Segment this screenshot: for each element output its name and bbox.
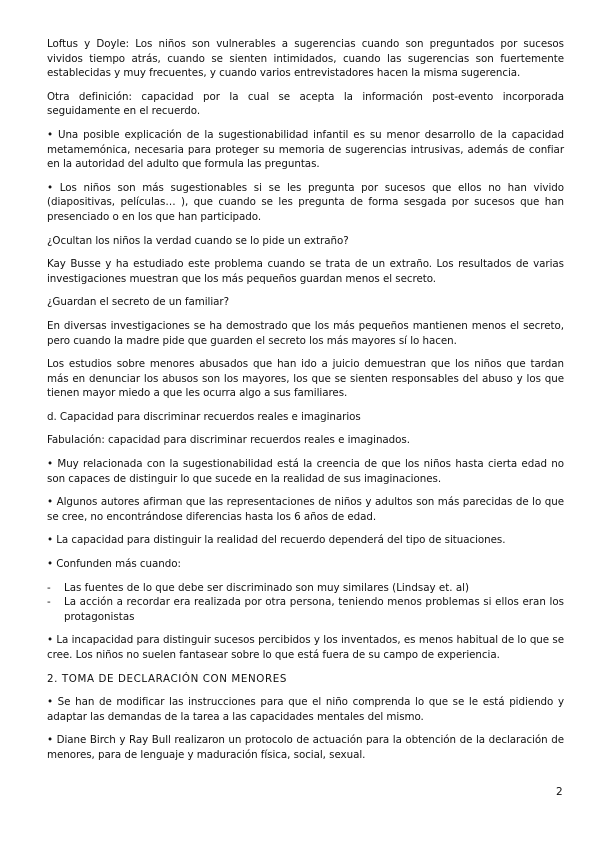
dash-item [47, 581, 564, 596]
paragraph-otra-definicion: Otra definición: capacidad por la cual se acepta la información post-evento incorporada seguidamente en el recuerdo. [47, 90, 564, 118]
dash-list [47, 581, 564, 625]
dash-marker: - [47, 581, 51, 594]
bullet-sugestionables: • Los niños son más sugestionables si se les pregunta por sucesos que ellos no han vivido (diapositivas, películas… ), que cuando se les pregunta de forma sesgada por sucesos que han presenciado o en los que han participado. [47, 181, 564, 223]
bullet-capacidad-distinguir: • La capacidad para distinguir la realidad del recuerdo dependerá del tipo de situaciones. [47, 534, 506, 547]
paragraph-kay-bussey: Kay Busse y ha estudiado este problema cuando se trata de un extraño. Los resultados de varias investigaciones muestran que los más pequeños guardan menos el secreto. [47, 258, 564, 285]
section-heading-d: d. Capacidad para discriminar recuerdos reales e imaginarios [47, 410, 361, 423]
bullet-birch-bull: • Diane Birch y Ray Bull realizaron un protocolo de actuación para la obtención de la declaración de menores, para de lenguaje y maduración física, social, sexual. [47, 734, 564, 761]
paragraph-diversas-investigaciones: En diversas investigaciones se ha demostrado que los más pequeños mantienen menos el secreto, pero cuando la madre pide que guarden el secreto los más mayores sí lo hacen. [47, 319, 564, 347]
page-content [47, 37, 564, 772]
dash-item [47, 595, 564, 624]
bullet-incapacidad: • La incapacidad para distinguir sucesos percibidos y los inventados, es menos habitual de lo que se cree. Los niños no suelen fantasear sobre lo que está fuera de su campo de experiencia. [47, 634, 564, 661]
bullet-metamemonica: • Una posible explicación de la sugestionabilidad infantil es su menor desarrollo de la capacidad metamemónica, necesaria para proteger su memoria de sugerencias intrusivas, además de confiar en la autoridad del adulto que formula las preguntas. [47, 128, 564, 171]
bullet-creencia: • Muy relacionada con la sugestionabilidad está la creencia de que los niños hasta cierta edad no son capaces de distinguir lo que sucede en la realidad de sus imaginaciones. [47, 458, 564, 485]
bullet-confunden: • Confunden más cuando: [47, 558, 181, 571]
dash-marker: - [47, 596, 51, 609]
question-familiar: ¿Guardan el secreto de un familiar? [47, 296, 230, 309]
bullet-instrucciones: • Se han de modificar las instrucciones para que el niño comprenda lo que se le está pidiendo y adaptar las demandas de la tarea a las capacidades mentales del mismo. [47, 696, 564, 723]
dash-item-text: Las fuentes de lo que debe ser discriminado son muy similares (Lindsay et. al) [64, 581, 470, 594]
bullet-autores: • Algunos autores afirman que las representaciones de niños y adultos son más parecidas de lo que se cree, no encontrándose diferencias hasta los 6 años de edad. [47, 496, 564, 523]
section-heading-2: 2. TOMA DE DECLARACIÓN CON MENORES [47, 672, 288, 685]
paragraph-menores-abusados: Los estudios sobre menores abusados que han ido a juicio demuestran que los niños que tardan más en denunciar los abusos son los mayores, los que se sienten responsables del abuso y los que tienen mayor miedo a que les ocurra algo a sus familiares. [47, 358, 564, 400]
paragraph-fabulacion: Fabulación: capacidad para discriminar recuerdos reales e imaginados. [47, 434, 410, 447]
question-extrano: ¿Ocultan los niños la verdad cuando se lo pide un extraño? [47, 234, 349, 247]
dash-item-text: La acción a recordar era realizada por otra persona, teniendo menos problemas si ellos eran los protagonistas [64, 596, 564, 623]
paragraph-loftus-doyle: Loftus y Doyle: Los niños son vulnerables a sugerencias cuando son preguntados por sucesos vividos tiempo atrás, cuando se sienten intimidados, cuando las sugerencias son fuertemente establecidas y muy frecuentes, y cuando varios entrevistadores hacen la misma sugerencia. [47, 38, 564, 80]
page-number: 2 [556, 786, 563, 798]
